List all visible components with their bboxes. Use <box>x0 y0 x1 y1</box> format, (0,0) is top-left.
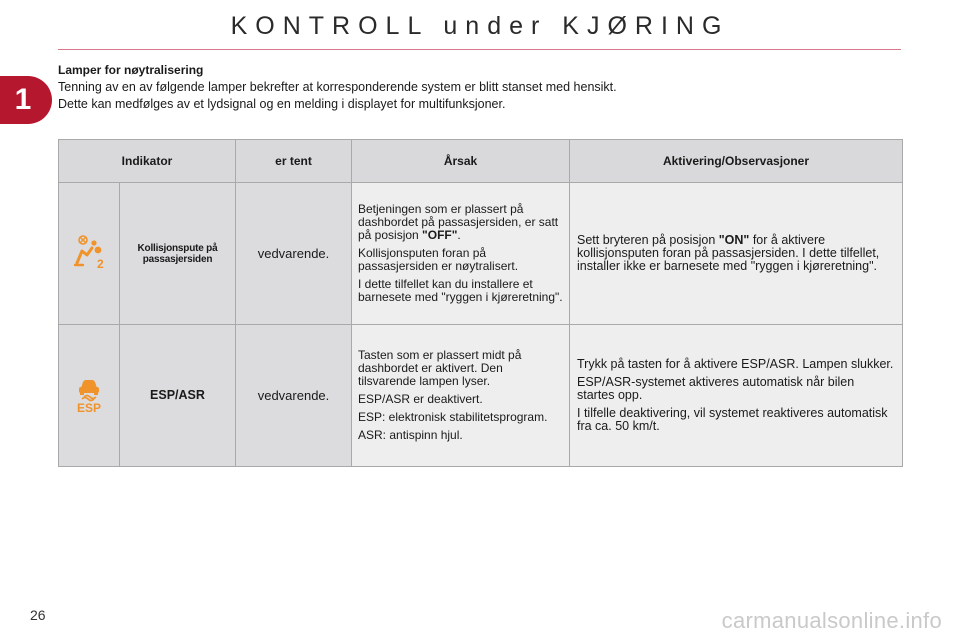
indicator-name: ESP/ASR <box>120 325 236 467</box>
indicator-name: Kollisjonspute på passasjersiden <box>137 242 218 265</box>
table-header-row <box>59 140 903 183</box>
table-row <box>59 183 903 325</box>
svg-text:ESP: ESP <box>76 401 102 414</box>
indicator-icon-cell <box>59 183 120 325</box>
cause-cell <box>352 325 570 467</box>
intro-line-2: Dette kan medfølges av et lydsignal og en melding i displayet for multifunksjoner. <box>58 97 506 111</box>
svg-text:2: 2 <box>97 257 104 269</box>
cause-text: Tasten som er plassert midt på dashbordet er aktivert. Den tilsvarende lampen lyser. <box>358 348 522 388</box>
action-cell <box>570 183 903 325</box>
page-number: 26 <box>30 607 46 623</box>
chapter-tab: 1 <box>0 76 52 124</box>
action-text: ESP/ASR-systemet aktiveres automatisk når bilen startes opp. <box>577 375 855 402</box>
cause-text: ESP: elektronisk stabilitetsprogram. <box>358 410 548 424</box>
page-title: KONTROLL under KJØRING <box>230 12 730 40</box>
lit-status: vedvarende. <box>236 183 352 325</box>
action-text: Sett bryteren på posisjon "ON" for å aktivere kollisjonsputen foran på passasjersiden. I dette tilfellet, installer ikke er barnesete med "ryggen i kjøreretning". <box>577 233 880 273</box>
cause-cell <box>352 183 570 325</box>
action-text: I tilfelle deaktivering, vil systemet reaktiveres automatisk fra ca. 50 km/t. <box>577 406 888 433</box>
action-text: Trykk på tasten for å aktivere ESP/ASR. Lampen slukker. <box>577 357 894 371</box>
cause-text: I dette tilfellet kan du installere et barnesete med "ryggen i kjøreretning". <box>358 277 563 304</box>
action-cell <box>570 325 903 467</box>
indicator-table <box>58 139 903 467</box>
intro-line-1: Tenning av en av følgende lamper bekrefter at korresponderende system er blitt stanset med hensikt. <box>58 80 617 94</box>
cause-text: Kollisjonsputen foran på passasjersiden er nøytralisert. <box>358 246 519 273</box>
lit-status: vedvarende. <box>236 325 352 467</box>
header-action: Aktivering/Observasjoner <box>570 140 903 183</box>
cause-text: Betjeningen som er plassert på dashbordet på passasjersiden, er satt på posisjon "OFF". <box>358 202 559 242</box>
header-cause: Årsak <box>352 140 570 183</box>
header-indicator: Indikator <box>59 140 236 183</box>
intro-section <box>58 62 918 113</box>
airbag-off-icon <box>71 235 107 269</box>
table-row <box>59 325 903 467</box>
header-lit: er tent <box>236 140 352 183</box>
indicator-icon-cell <box>59 325 120 467</box>
watermark: carmanualsonline.info <box>721 608 942 633</box>
cause-text: ASR: antispinn hjul. <box>358 428 463 442</box>
cause-text: ESP/ASR er deaktivert. <box>358 392 483 406</box>
section-heading: Lamper for nøytralisering <box>58 63 204 77</box>
esp-off-icon <box>72 374 106 414</box>
indicator-name-cell <box>120 183 236 325</box>
title-divider <box>58 49 901 50</box>
